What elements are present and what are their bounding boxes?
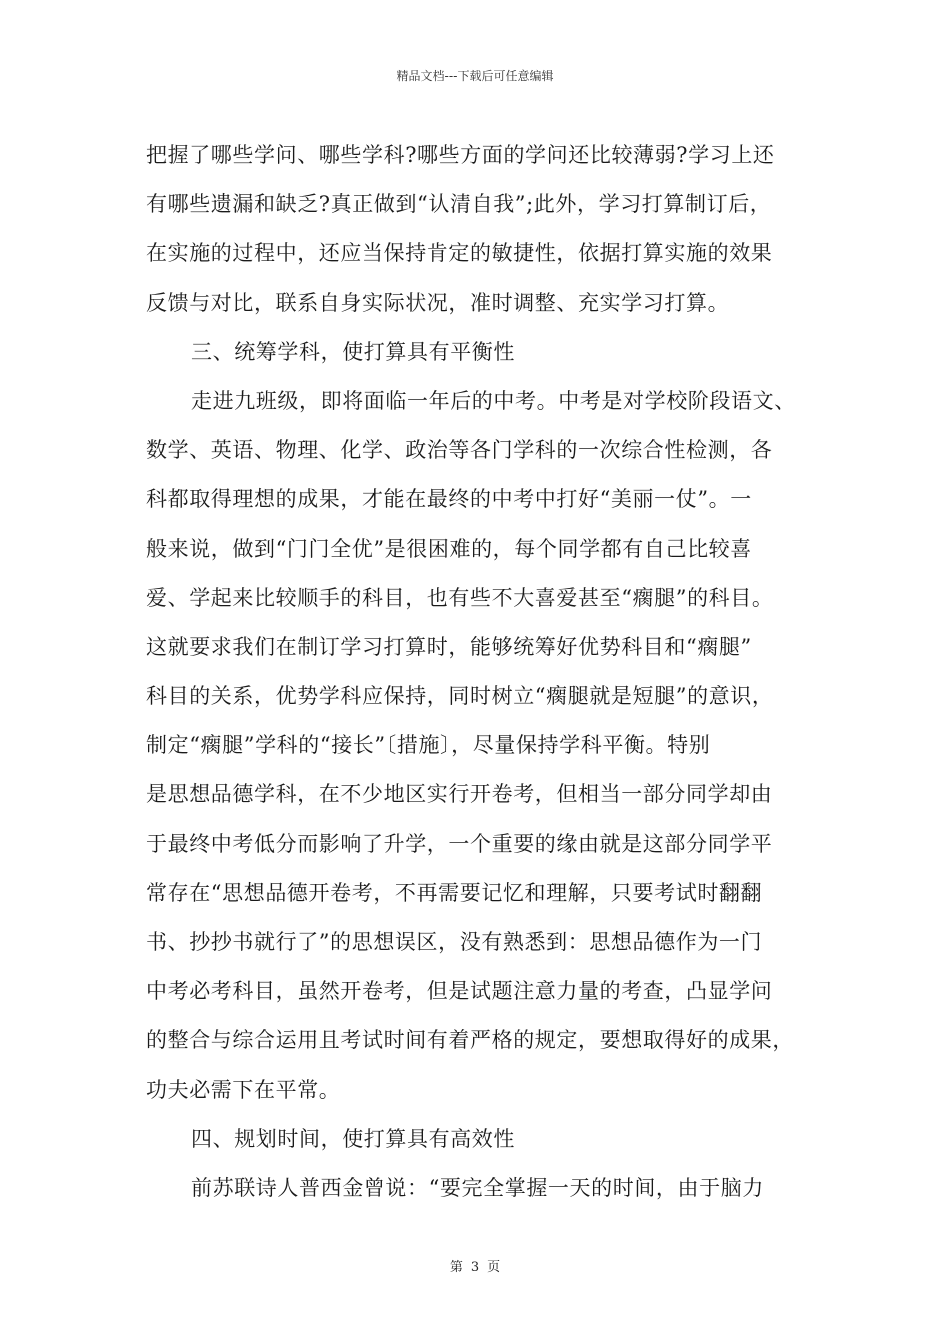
text-line: 书、抄抄书就行了”的思想误区，没有熟悉到：思想品德作为一门 bbox=[146, 930, 763, 954]
page-number: 3 bbox=[470, 1260, 480, 1275]
body-text bbox=[146, 131, 826, 1213]
text-line: 制定“瘸腿”学科的“接长”〔措施〕，尽量保持学科平衡。特别 bbox=[146, 733, 711, 758]
text-line: 有哪些遗漏和缺乏?真正做到“认清自我”;此外，学习打算制订后， bbox=[146, 192, 772, 217]
page-header: 精品文档---下载后可任意编辑 bbox=[396, 69, 554, 83]
text-line: 于最终中考低分而影响了升学，一个重要的缘由就是这部分同学平 bbox=[146, 831, 773, 856]
text-line: 前苏联诗人普西金曾说：“要完全掌握一天的时间，由于脑力 bbox=[191, 1175, 764, 1200]
text-line: 科都取得理想的成果，才能在最终的中考中打好“美丽一仗”。一 bbox=[146, 487, 752, 512]
text-line: 走进九班级，即将面临一年后的中考。中考是对学校阶段语文、 bbox=[191, 388, 796, 413]
text-line: 这就要求我们在制订学习打算时，能够统筹好优势科目和“瘸腿” bbox=[146, 634, 752, 659]
page-footer bbox=[0, 1256, 950, 1275]
section-heading: 四、规划时间，使打算具有高效性 bbox=[191, 1126, 515, 1151]
text-line: 功夫必需下在平常。 bbox=[146, 1077, 341, 1102]
page-number-prefix: 第 bbox=[449, 1260, 463, 1275]
text-line: 科目的关系，优势学科应保持，同时树立“瘸腿就是短腿”的意识， bbox=[146, 684, 774, 709]
page-number-suffix: 页 bbox=[487, 1260, 501, 1275]
section-heading: 三、统筹学科，使打算具有平衡性 bbox=[191, 339, 515, 364]
text-line: 般来说，做到“门门全优”是很困难的，每个同学都有自己比较喜 bbox=[146, 536, 752, 561]
text-line: 数学、英语、物理、化学、政治等各门学科的一次综合性检测，各 bbox=[146, 438, 773, 463]
text-line: 的整合与综合运用且考试时间有着严格的规定，要想取得好的成果， bbox=[146, 1028, 794, 1053]
text-line: 反馈与对比，联系自身实际状况，准时调整、充实学习打算。 bbox=[146, 290, 730, 315]
text-line: 在实施的过程中，还应当保持肯定的敏捷性，依据打算实施的效果 bbox=[146, 241, 773, 266]
text-line: 常存在“思想品德开卷考，不再需要记忆和理解，只要考试时翻翻 bbox=[146, 880, 763, 905]
text-line: 把握了哪些学问、哪些学科?哪些方面的学问还比较薄弱?学习上还 bbox=[146, 143, 775, 167]
text-line: 是思想品德学科，在不少地区实行开卷考，但相当一部分同学却由 bbox=[146, 782, 773, 807]
text-line: 爱、学起来比较顺手的科目，也有些不大喜爱甚至“瘸腿”的科目。 bbox=[146, 585, 774, 610]
text-line: 中考必考科目，虽然开卷考，但是试题注意力量的考查，凸显学问 bbox=[146, 979, 773, 1004]
